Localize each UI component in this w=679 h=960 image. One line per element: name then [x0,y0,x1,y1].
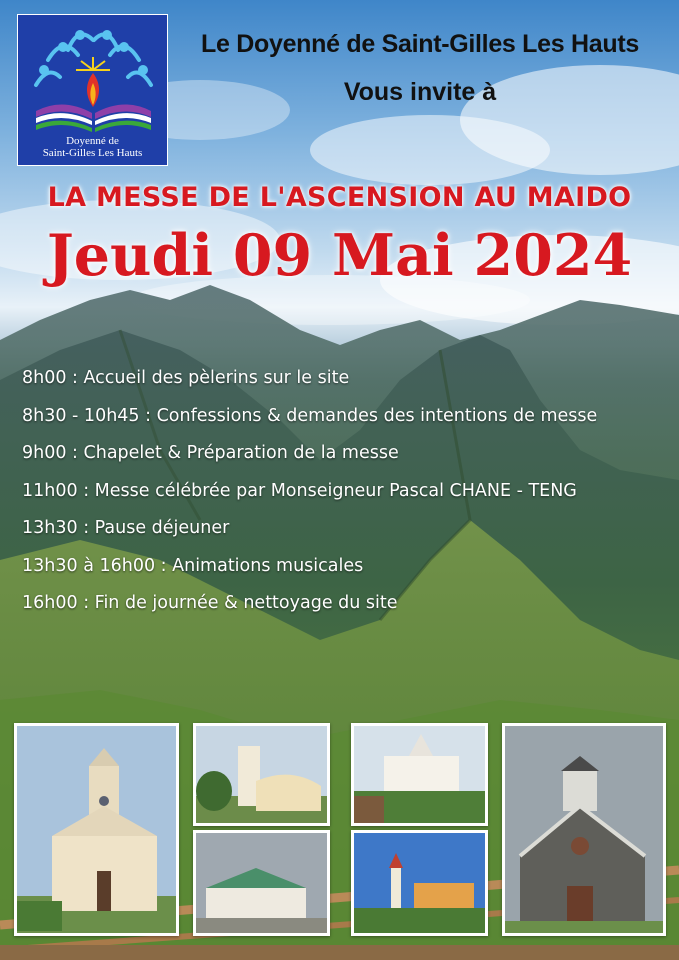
church-photo-6 [502,723,666,936]
logo-caption-line1: Doyenné de [66,135,119,147]
header-title: Le Doyenné de Saint-Gilles Les Hauts [201,30,639,58]
event-title: LA MESSE DE L'ASCENSION AU MAIDO [47,182,632,213]
open-book-flame-people-icon [18,15,169,135]
header-subtitle: Vous invite à [343,78,497,106]
church-photo-5 [351,830,488,936]
schedule-item: 16h00 : Fin de journée & nettoyage du site [22,593,398,613]
schedule-item: 13h30 : Pause déjeuner [22,518,230,538]
schedule-item: 11h00 : Messe célébrée par Monseigneur Pascal CHANE - TENG [22,480,577,501]
schedule-item: 13h30 à 16h00 : Animations musicales [22,555,364,576]
church-photo-3 [351,723,488,826]
schedule-item: 8h30 - 10h45 : Confessions & demandes des intentions de messe [22,405,598,426]
logo-caption [18,135,167,159]
church-photo-2 [193,723,330,826]
schedule-item: 9h00 : Chapelet & Préparation de la messe [22,443,399,463]
logo-caption-line2: Saint-Gilles Les Hauts [42,147,143,159]
schedule-item: 8h00 : Accueil des pèlerins sur le site [22,368,350,388]
doyenne-logo [17,14,168,166]
schedule-list [22,367,597,630]
church-photo-1 [14,723,179,936]
church-photo-4 [193,830,330,936]
event-date: Jeudi 09 Mai 2024 [46,222,633,289]
